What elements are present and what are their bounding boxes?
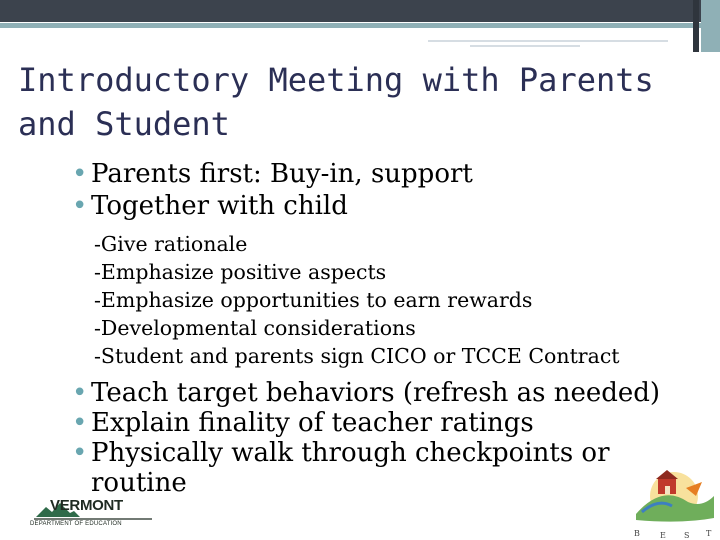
bullet-item: [72, 158, 712, 190]
slide-title: Introductory Meeting with Parents and Student: [18, 61, 654, 143]
best-letter: B: [634, 529, 640, 538]
bullet-item: [72, 408, 712, 438]
top-accent-line: [428, 40, 668, 42]
top-accent-line: [470, 45, 580, 47]
bullet-text: Physically walk through checkpoints or routine: [91, 438, 610, 498]
bullet-item: [72, 190, 712, 222]
top-rule: [0, 23, 720, 28]
sub-list: [94, 230, 712, 370]
best-letter: E: [660, 531, 666, 540]
bullet-dot-icon: •: [72, 438, 88, 468]
bullet-dot-icon: •: [72, 408, 88, 438]
vermont-dept-text: DEPARTMENT OF EDUCATION: [30, 521, 122, 527]
sub-item: -Emphasize positive aspects: [94, 260, 387, 284]
corner-strip: [693, 0, 699, 52]
best-letter: T: [706, 529, 712, 538]
bullet-dot-icon: •: [72, 191, 88, 221]
sub-item: -Student and parents sign CICO or TCCE Contract: [94, 344, 620, 368]
bullet-dot-icon: •: [72, 159, 88, 189]
bullet-text: Teach target behaviors (refresh as needed): [91, 378, 661, 408]
vermont-logo-text: VERMONT: [50, 497, 123, 514]
best-logo-icon: [622, 462, 718, 540]
top-bar: [0, 0, 720, 22]
corner-strip: [701, 0, 720, 52]
bullet-text: Together with child: [91, 191, 348, 221]
sub-item: -Emphasize opportunities to earn rewards: [94, 288, 533, 312]
bullet-item: [72, 438, 712, 498]
sub-item: -Developmental considerations: [94, 316, 416, 340]
slide-body: [72, 158, 712, 498]
best-letter: S: [684, 531, 690, 540]
bullet-text: Parents first: Buy-in, support: [91, 159, 473, 189]
sub-item: -Give rationale: [94, 232, 248, 256]
bullet-dot-icon: •: [72, 378, 88, 408]
bullet-item: [72, 378, 712, 408]
bullet-text: Explain finality of teacher ratings: [91, 408, 534, 438]
